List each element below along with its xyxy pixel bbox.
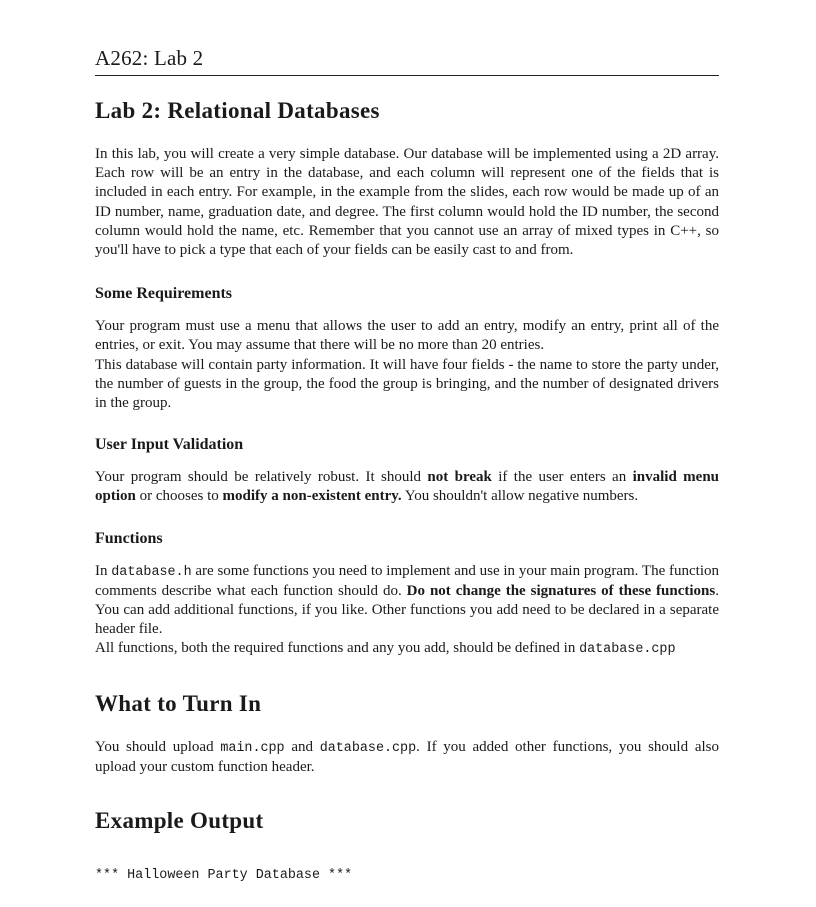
validation-bold-3: modify a non-existent entry. xyxy=(222,488,402,505)
code-database-cpp: database.cpp xyxy=(579,642,676,658)
turn-in-text-2: and xyxy=(284,738,320,755)
code-database-h: database.h xyxy=(111,564,192,580)
validation-bold-2: invalid menu option xyxy=(95,469,719,505)
page-title: Lab 2: Relational Databases xyxy=(95,98,380,123)
validation-text-3: or chooses to xyxy=(135,488,223,505)
validation-bold-1: not break xyxy=(427,469,492,486)
code-main-cpp: main.cpp xyxy=(220,740,285,756)
running-header: A262: Lab 2 xyxy=(95,44,719,76)
functions-text-2: are some functions you need to implement and use in your main program. The function comments describe what each function should do. xyxy=(95,562,719,599)
requirements-paragraph xyxy=(95,317,719,413)
validation-text-1: Your program should be relatively robust. It should xyxy=(95,469,428,486)
section-heading-functions: Functions xyxy=(95,529,163,547)
validation-text-4: You shouldn't allow negative numbers. xyxy=(401,488,639,505)
functions-text-4: All functions, both the required functions and any you add, should be defined in xyxy=(95,640,580,657)
requirements-line-1: Your program must use a menu that allows the user to add an entry, modify an entry, print all of the entries, or exit. You may assume that there will be no more than 20 entries. xyxy=(95,318,719,354)
requirements-line-2: This database will contain party information. It will have four fields - the name to store the party under, the number of guests in the group, the food the group is bringing, and the number of designated drivers in the group. xyxy=(95,356,719,412)
turn-in-paragraph xyxy=(95,738,719,777)
code-database-cpp-2: database.cpp xyxy=(319,740,417,756)
section-heading-requirements: Some Requirements xyxy=(95,285,233,303)
validation-paragraph xyxy=(95,468,719,506)
section-heading-example-output: Example Output xyxy=(95,808,264,834)
intro-paragraph: In this lab, you will create a very simple database. Our database will be implemented using a 2D array. Each row will be an entry in the database, and each column will represent one of the fields that is included in each entry. For example, in the example from the slides, each row would be made up of an ID number, name, graduation date, and degree. The first column would hold the ID number, the second column would hold the name, etc. Remember that you cannot use an array of mixed types in C++, so you'll have to pick a type that each of your fields can be easily cast to and from. xyxy=(95,146,719,259)
example-output-line: *** Halloween Party Database *** xyxy=(95,868,353,884)
functions-paragraph xyxy=(95,562,719,660)
section-heading-turn-in: What to Turn In xyxy=(95,690,262,716)
validation-text-2: if the user enters an xyxy=(491,469,633,486)
turn-in-text-3: . If you added other functions, you should also upload your custom function header. xyxy=(95,738,719,775)
turn-in-text-1: You should upload xyxy=(95,738,221,755)
document-page xyxy=(95,44,719,885)
functions-text-1: In xyxy=(95,562,112,579)
functions-text-3: . You can add additional functions, if you like. Other functions you add need to be declared in a separate header file. xyxy=(95,582,719,638)
section-heading-validation: User Input Validation xyxy=(95,436,244,454)
functions-bold-1: Do not change the signatures of these functions xyxy=(406,582,716,599)
